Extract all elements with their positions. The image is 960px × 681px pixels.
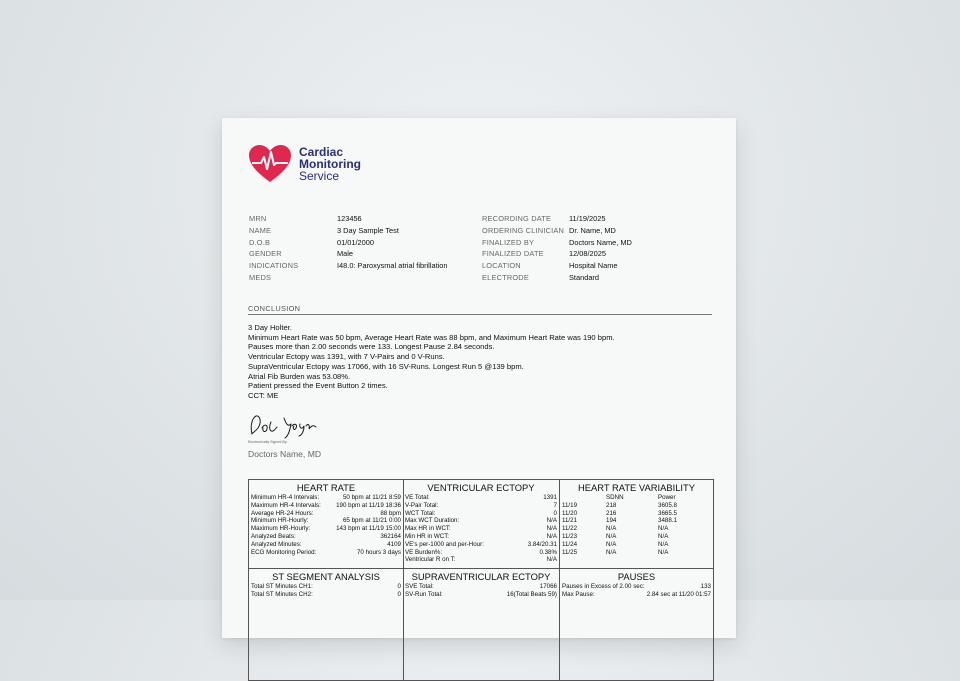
handwritten-signature (246, 412, 336, 440)
stat-label: Minimum HR-4 Intervals: (251, 494, 320, 501)
patient-row (249, 237, 448, 249)
conclusion-line: SupraVentricular Ectopy was 17066, with 16 SV-Runs. Longest Run 5 @139 bpm. (248, 361, 524, 371)
hrv-date: 11/24 (562, 540, 578, 548)
field-label: FINALIZED BY (482, 237, 535, 247)
stat-row (403, 510, 559, 518)
hrv-row (560, 525, 713, 533)
stat-row (249, 541, 403, 549)
stat-row (403, 494, 559, 502)
stat-value: 0 (397, 590, 401, 598)
stat-row (403, 591, 559, 599)
signature-label: Electronically Signed By: (248, 440, 288, 444)
hrv-power: N/A (658, 532, 669, 540)
stat-label: Analyzed Minutes: (251, 540, 302, 548)
heart-logo-icon (248, 144, 292, 184)
recording-row (482, 248, 632, 260)
recording-row (482, 213, 632, 225)
statistics-table (248, 479, 714, 681)
hrv-power: 3605.8 (658, 501, 677, 509)
stat-row (403, 556, 559, 564)
stat-row (403, 549, 559, 557)
stat-label: Minimum HR-Hourly: (251, 517, 309, 525)
recording-row (482, 272, 632, 284)
hrv-power: 3488.1 (658, 517, 677, 525)
supraventricular-ectopy-section (403, 568, 560, 681)
stat-label: SVE Total: (405, 583, 434, 590)
stat-label: SV-Run Total: (405, 590, 443, 598)
conclusion-heading: CONCLUSION (248, 304, 712, 315)
section-title: VENTRICULAR ECTOPY (427, 482, 535, 493)
stat-value: 0.38% (539, 548, 557, 556)
signature-name: Doctors Name, MD (248, 449, 322, 459)
stat-row (403, 583, 559, 591)
stat-row (403, 502, 559, 510)
conclusion-line: 3 Day Holter. (248, 323, 292, 332)
stat-label: Max WCT Duration: (405, 517, 460, 525)
pauses-section (560, 568, 713, 681)
field-value: 01/01/2000 (337, 237, 374, 247)
hrv-sdnn: N/A (606, 532, 617, 540)
stat-row (249, 502, 403, 510)
stat-value: N/A (546, 556, 557, 564)
stat-value: 133 (700, 583, 711, 590)
hrv-row (560, 502, 713, 510)
logo (248, 144, 361, 184)
stat-label: Total ST Minutes CH1: (251, 583, 313, 590)
conclusion-line: Atrial Fib Burden was 53.08%. (248, 371, 351, 381)
section-title: SUPRAVENTRICULAR ECTOPY (411, 571, 551, 582)
stat-label: Max HR in WCT: (405, 525, 451, 533)
hrv-date: 11/25 (562, 548, 578, 556)
stat-value: 65 bpm at 11/21 0:00 (342, 517, 401, 525)
stat-value: 4109 (387, 540, 401, 548)
section-title: PAUSES (617, 571, 656, 582)
hrv-sdnn: 218 (606, 501, 617, 509)
conclusion-line: CCT: ME (248, 390, 279, 400)
report-page (222, 118, 736, 638)
hrv-sdnn: 216 (606, 509, 617, 517)
stat-value: 143 bpm at 11/19 15:00 (336, 525, 401, 533)
hrv-row (560, 510, 713, 518)
hrv-section (560, 480, 713, 568)
recording-row (482, 260, 632, 272)
stat-value: 88 bpm (380, 509, 401, 517)
stat-row (249, 494, 403, 502)
hrv-header-row (560, 494, 713, 502)
field-label: ELECTRODE (482, 272, 529, 282)
hrv-row (560, 549, 713, 557)
hrv-power: 3665.5 (658, 509, 677, 517)
hrv-power: N/A (658, 525, 669, 533)
logo-text (299, 146, 361, 182)
stat-row (403, 517, 559, 525)
field-label: MEDS (249, 272, 272, 282)
field-value: I48.0: Paroxysmal atrial fibrillation (337, 261, 448, 271)
conclusion-body (248, 323, 718, 401)
stat-row (403, 533, 559, 541)
recording-row (482, 237, 632, 249)
field-value: Hospital Name (569, 261, 618, 271)
hrv-row (560, 517, 713, 525)
stat-label: VE Total: (405, 494, 430, 501)
heart-rate-section (249, 480, 404, 568)
hrv-row (560, 533, 713, 541)
stat-label: Analyzed Beats: (251, 532, 296, 540)
field-value: 11/19/2025 (569, 214, 606, 223)
stat-value: 7 (553, 501, 557, 509)
logo-line-3: Service (299, 169, 340, 183)
field-label: NAME (249, 225, 272, 235)
stat-value: N/A (546, 517, 557, 525)
stat-row (249, 583, 403, 591)
stat-label: WCT Total: (405, 509, 436, 517)
patient-row (249, 260, 448, 272)
stat-row (249, 533, 403, 541)
field-value: Standard (569, 272, 599, 282)
stat-label: Max Pause: (562, 590, 595, 598)
hrv-date: 11/23 (562, 532, 578, 540)
stat-label: VE Burden%: (405, 548, 443, 556)
field-label: MRN (249, 214, 267, 223)
stat-row (403, 541, 559, 549)
stat-row (403, 525, 559, 533)
field-value: Male (337, 249, 354, 259)
stat-label: Maximum HR-4 Intervals: (251, 501, 321, 509)
recording-info (482, 213, 632, 284)
patient-info (249, 213, 448, 284)
patient-row (249, 248, 448, 260)
logo-line-2: Monitoring (299, 157, 361, 171)
conclusion-line: Ventricular Ectopy was 1391, with 7 V-Pairs and 0 V-Runs. (248, 352, 445, 362)
hrv-date: 11/19 (562, 501, 578, 509)
patient-row (249, 272, 448, 284)
recording-row (482, 225, 632, 237)
stat-label: Ventricular R on T: (405, 556, 456, 564)
hrv-header-power: Power (658, 494, 676, 501)
field-label: RECORDING DATE (482, 214, 552, 223)
stat-value: 0 (553, 509, 557, 517)
field-value: Dr. Name, MD (569, 225, 616, 235)
stat-label: V-Pair Total: (405, 501, 439, 509)
field-value: 12/08/2025 (569, 249, 606, 259)
stat-row (249, 525, 403, 533)
stat-value: 3.84/20.31 (527, 540, 557, 548)
section-title: HEART RATE (296, 482, 356, 493)
stat-label: VE's per-1000 and per-Hour: (405, 540, 484, 548)
conclusion-line: Pauses more than 2.00 seconds were 133. Longest Pause 2.84 seconds. (248, 342, 495, 352)
stat-value: 16(Total Beats 59) (506, 590, 557, 598)
stat-label: Pauses in Excess of 2.00 sec: (562, 583, 645, 590)
hrv-date: 11/20 (562, 509, 578, 517)
hrv-power: N/A (658, 548, 669, 556)
field-value: Doctors Name, MD (569, 237, 632, 247)
field-label: LOCATION (482, 261, 521, 271)
conclusion-line: Minimum Heart Rate was 50 bpm, Average Heart Rate was 88 bpm, and Maximum Heart Rate was 190 bpm. (248, 332, 615, 342)
stat-value: 0 (397, 583, 401, 590)
hrv-power: N/A (658, 540, 669, 548)
hrv-sdnn: N/A (606, 525, 617, 533)
stat-value: 362164 (380, 532, 401, 540)
stat-label: Maximum HR-Hourly: (251, 525, 311, 533)
section-title: HEART RATE VARIABILITY (577, 482, 696, 493)
hrv-date: 11/22 (562, 525, 578, 533)
stat-row (249, 510, 403, 518)
st-segment-section (249, 568, 404, 681)
stat-value: 190 bpm at 11/19 18:36 (336, 501, 401, 509)
hrv-row (560, 541, 713, 549)
hrv-header-sdnn: SDNN (606, 494, 624, 501)
field-label: D.O.B (249, 237, 271, 247)
stat-row (249, 549, 403, 557)
stat-row (249, 591, 403, 599)
ventricular-ectopy-section (403, 480, 560, 568)
stat-row (249, 517, 403, 525)
stat-label: Total ST Minutes CH2: (251, 590, 313, 598)
field-label: GENDER (249, 249, 282, 259)
hrv-header-date (560, 494, 606, 502)
stat-value: 17066 (539, 583, 557, 590)
hrv-sdnn: 194 (606, 517, 617, 525)
stat-row (560, 591, 713, 599)
field-value: 123456 (337, 214, 362, 223)
stat-label: ECG Monitoring Period: (251, 548, 317, 556)
section-title: ST SEGMENT ANALYSIS (272, 571, 380, 582)
field-label: FINALIZED DATE (482, 249, 544, 259)
logo-line-1: Cardiac (299, 145, 344, 159)
patient-row (249, 225, 448, 237)
stat-row (560, 583, 713, 591)
stat-value: 70 hours 3 days (356, 548, 401, 556)
stat-label: Min HR in WCT: (405, 532, 449, 540)
field-label: ORDERING CLINICIAN (482, 225, 565, 235)
stat-value: 2.84 sec at 11/20 01:57 (646, 590, 711, 598)
stat-value: 1391 (543, 494, 557, 501)
hrv-sdnn: N/A (606, 540, 617, 548)
hrv-date: 11/21 (562, 517, 578, 525)
stat-value: N/A (546, 525, 557, 533)
hrv-sdnn: N/A (606, 548, 617, 556)
stat-value: N/A (546, 532, 557, 540)
stat-value: 50 bpm at 11/21 8:59 (342, 494, 401, 501)
field-label: INDICATIONS (249, 261, 299, 271)
conclusion-line: Patient pressed the Event Button 2 times. (248, 381, 388, 391)
field-value: 3 Day Sample Test (337, 225, 399, 235)
stat-label: Average HR-24 Hours: (251, 509, 314, 517)
patient-row (249, 213, 448, 225)
